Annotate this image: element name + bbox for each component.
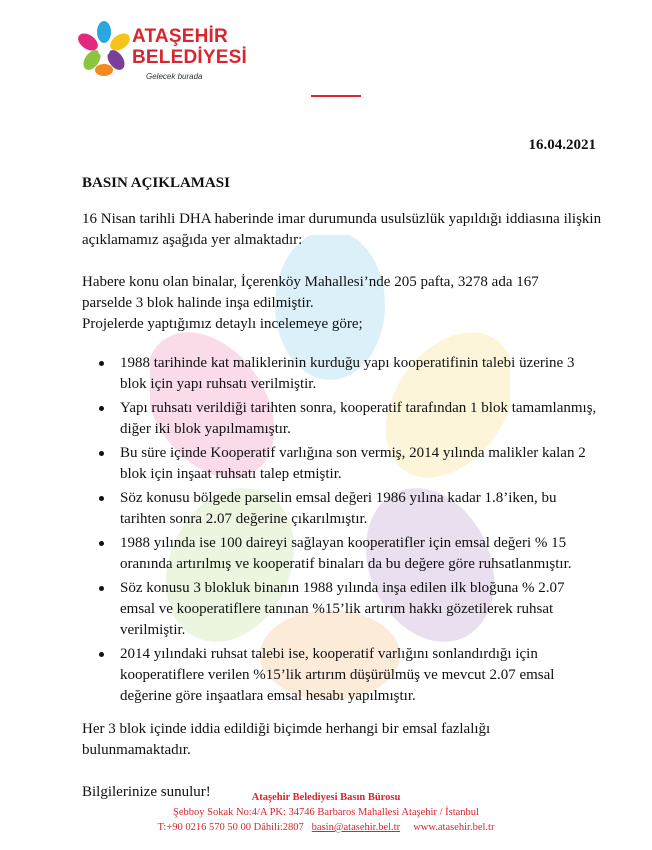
release-date: 16.04.2021 <box>528 137 596 153</box>
list-item: 1988 yılında ise 100 daireyi sağlayan kooperatifler için emsal değeri % 15 oranında artırılmış ve kooperatif binaları da bu değere göre ruhsatlanmıştır. <box>82 533 602 575</box>
logo-wordmark-line1: ATAŞEHİR <box>132 26 228 47</box>
list-item: Yapı ruhsatı verildiği tarihten sonra, kooperatif tarafından 1 blok tamamlanmış, diğer iki blok yapılmamıştır. <box>82 398 602 440</box>
footer <box>0 790 652 835</box>
flower-logo-icon <box>76 18 132 84</box>
list-item: Söz konusu 3 blokluk binanın 1988 yılında inşa edilen ilk bloğuna % 2.07 emsal ve kooperatiflere tanınan %15’lik artırım hakkı gözetilerek ruhsat verilmiştir. <box>82 578 602 641</box>
footer-office: Ataşehir Belediyesi Basın Bürosu <box>251 792 401 803</box>
findings-list <box>82 353 602 707</box>
closing-line: Bilgilerinize sunulur! <box>82 784 211 800</box>
list-item: 1988 tarihinde kat maliklerinin kurduğu yapı kooperatifinin talebi üzerine 3 blok için yapı ruhsatı verilmiştir. <box>82 353 602 395</box>
list-item: Bu süre içinde Kooperatif varlığına son vermiş, 2014 yılında malikler kalan 2 blok için inşaat ruhsatı talep etmiştir. <box>82 443 602 485</box>
footer-email-link[interactable]: basin@atasehir.bel.tr <box>311 822 401 833</box>
footer-website-link[interactable]: www.atasehir.bel.tr <box>413 822 495 833</box>
list-item: 2014 yılındaki ruhsat talebi ise, kooperatif varlığını sonlandırdığı için kooperatiflere verilen %15’lik artırım düşürülmüş ve mevcut 2.07 emsal değerine göre inşaatlara emsal hesabı yapılmıştır. <box>82 644 602 707</box>
header-divider <box>311 95 361 97</box>
logo-wordmark-line2: BELEDİYESİ <box>132 47 247 68</box>
logo-tagline: Gelecek burada <box>146 72 203 81</box>
footer-address: Şebboy Sokak No:4/A PK: 34746 Barbaros Mahallesi Ataşehir / İstanbul <box>173 807 479 818</box>
document-body <box>82 209 602 803</box>
list-item: Söz konusu bölgede parselin emsal değeri 1986 yılına kadar 1.8’iken, bu tarihten sonra 2.07 değerine çıkarılmıştır. <box>82 488 602 530</box>
footer-contact <box>0 820 652 835</box>
intro-paragraph: 16 Nisan tarihli DHA haberinde imar durumunda usulsüzlük yapıldığı iddiasına ilişkin açıklamamız aşağıda yer almaktadır: <box>82 211 602 248</box>
footer-phone: T:+90 0216 570 50 00 Dâhili:2807 <box>157 822 304 833</box>
paragraph-line: Projelerde yaptığımız detaylı incelemeye göre; <box>82 316 363 332</box>
conclusion-paragraph: Her 3 blok içinde iddia edildiği biçimde herhangi bir emsal fazlalığı bulunmamaktadır. <box>82 721 491 758</box>
document-title: BASIN AÇIKLAMASI <box>82 175 230 191</box>
paragraph-line: parselde 3 blok halinde inşa edilmiştir. <box>82 295 314 311</box>
atasehir-logo <box>76 18 246 84</box>
paragraph-line: Habere konu olan binalar, İçerenköy Mahallesi’nde 205 pafta, 3278 ada 167 <box>82 274 539 290</box>
